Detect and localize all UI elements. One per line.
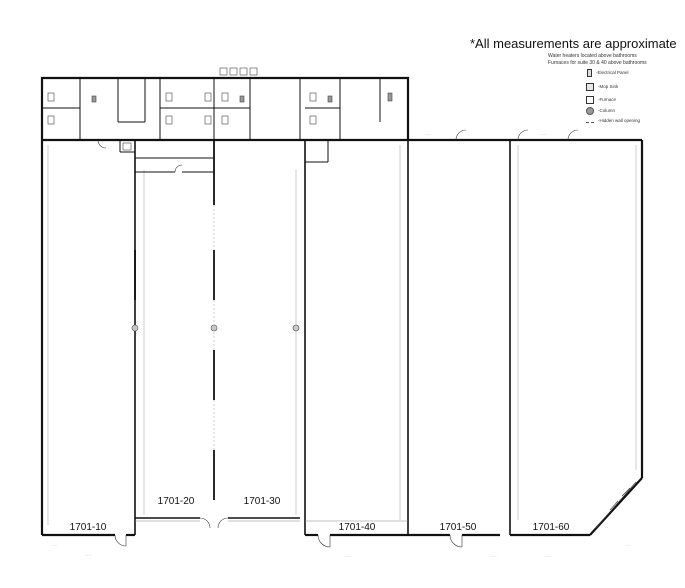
legend-item-hidden-wall-opening — [586, 116, 640, 125]
suite-label-20: 1701-20 — [157, 496, 195, 507]
svg-text:- - - -: - - - - — [85, 553, 92, 557]
legend-item-electrical-panel — [586, 68, 629, 77]
hidden-wall-opening-icon — [586, 122, 594, 123]
legend-label: -Mop Sink — [598, 84, 619, 89]
column — [132, 325, 138, 331]
suite-label-40: 1701-40 — [338, 522, 376, 533]
furnace-icon — [586, 96, 594, 104]
column — [293, 325, 299, 331]
doors — [98, 130, 578, 547]
legend-label: -Electrical Panel — [596, 70, 629, 75]
suite-label-30: 1701-30 — [243, 496, 281, 507]
electrical-panel-icon — [587, 69, 592, 77]
svg-text:- - - -: - - - - — [540, 132, 547, 136]
legend-label: -Hidden wall opening — [598, 118, 641, 123]
legend-label: -Column — [598, 108, 616, 113]
svg-text:- - - -: - - - - — [425, 132, 432, 136]
mop-sink-icon — [586, 83, 594, 91]
legend-item-column — [586, 106, 615, 115]
interior-thin-lines — [48, 145, 636, 525]
corner-glass — [596, 482, 636, 528]
measurement-disclaimer: *All measurements are approximate — [470, 36, 677, 51]
hidden-walls — [135, 140, 214, 500]
water-heater-note: Water heaters located above bathrooms — [548, 53, 637, 59]
exterior-walls — [42, 78, 642, 535]
demising-walls — [135, 140, 510, 535]
legend-label: -Furnace — [598, 97, 617, 102]
suite-label-60: 1701-60 — [532, 522, 570, 533]
angled-corner-wall — [590, 478, 642, 535]
bathroom-block-wall — [42, 78, 408, 140]
svg-text:- - - -: - - - - — [545, 554, 552, 558]
svg-text:- - - -: - - - - — [345, 554, 352, 558]
dimension-marks — [52, 132, 630, 558]
suite-label-50: 1701-50 — [439, 522, 477, 533]
bathroom-rooms — [42, 78, 380, 172]
legend-item-furnace — [586, 95, 616, 104]
svg-text:- - -: - - - — [52, 543, 57, 547]
column-icon — [586, 107, 594, 115]
legend-item-mop-sink — [586, 82, 618, 91]
svg-text:- - - -: - - - - — [490, 554, 497, 558]
column — [211, 325, 217, 331]
furnace-note: Furnaces for suite 30 & 40 above bathrooms — [548, 60, 647, 66]
suite-label-10: 1701-10 — [69, 522, 107, 533]
columns — [132, 325, 299, 331]
storefront — [135, 518, 408, 521]
svg-text:- - -: - - - — [625, 543, 630, 547]
